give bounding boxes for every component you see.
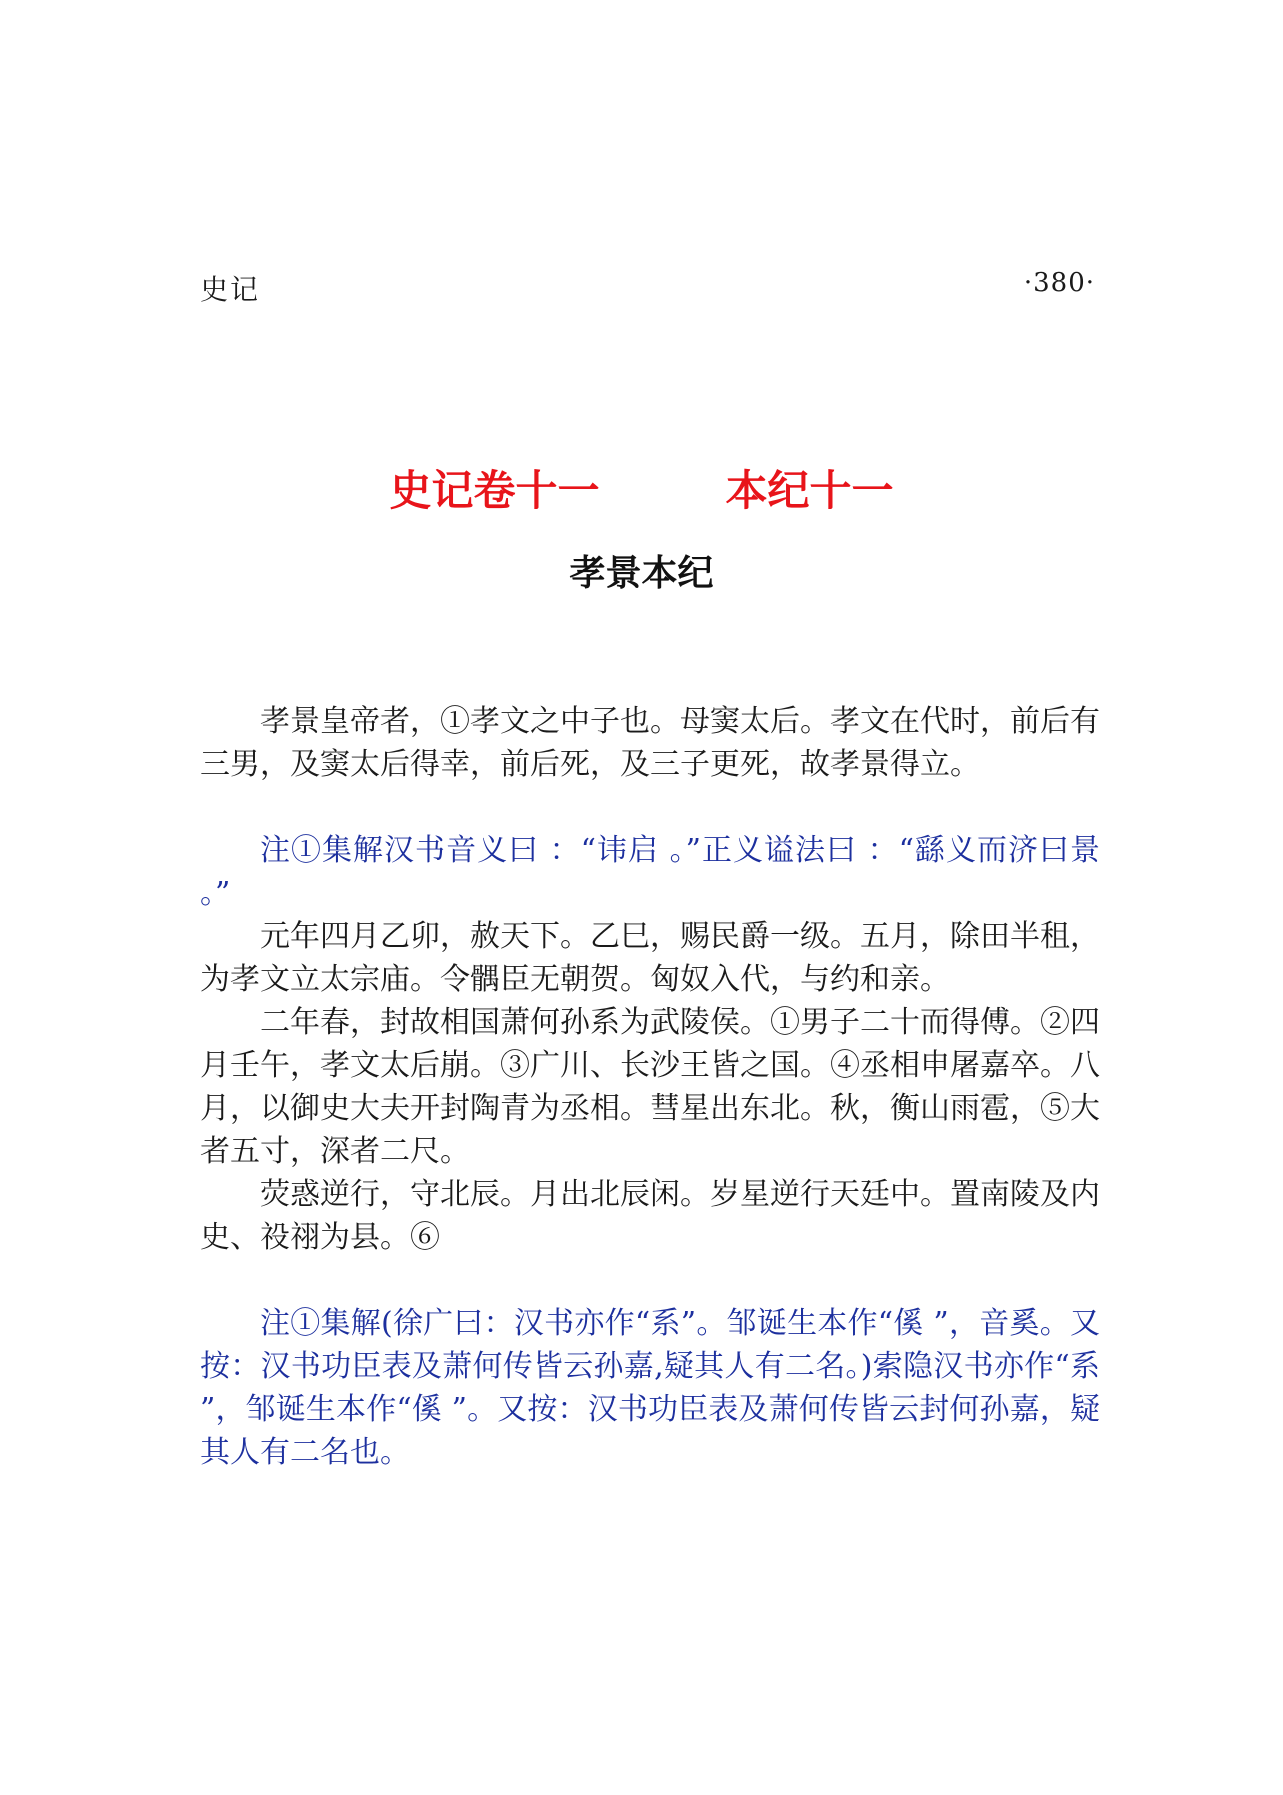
volume-title: 史记卷十一 本纪十一 bbox=[389, 466, 894, 515]
paragraph-3: 二年春，封故相国萧何孙系为武陵侯。①男子二十而得傅。②四月壬午，孝文太后崩。③广川、长沙王皆之国。④丞相申屠嘉卒。八月，以御史大夫开封陶青为丞相。彗星出东北。秋，衡山雨雹，⑤大者五寸，深者二尺。 bbox=[200, 1005, 1100, 1169]
chapter-title: 孝景本纪 bbox=[569, 553, 714, 594]
paragraph-4: 荧惑逆行，守北辰。月出北辰闲。岁星逆行天廷中。置南陵及内史、祋祤为县。⑥ bbox=[200, 1177, 1100, 1255]
note-1: 注①集解汉书音义曰 ：“讳启 。”正义谥法曰 ：“繇义而济曰景 。” bbox=[200, 833, 1100, 911]
note-2: 注①集解(徐广曰：汉书亦作“系”。邹诞生本作“傒 ”，音奚。又按：汉书功臣表及萧何传皆云孙嘉,疑其人有二名。)索隐汉书亦作“系 ”，邹诞生本作“傒 ”。又按：汉书功臣表及萧何传皆云封何孙嘉，疑其人有二名也。 bbox=[200, 1306, 1100, 1470]
running-head-title: 史记 bbox=[200, 273, 261, 306]
page-number: ·380· bbox=[1023, 268, 1095, 298]
paragraph-gap bbox=[200, 1259, 1100, 1302]
paragraph-2: 元年四月乙卯，赦天下。乙巳，赐民爵一级。五月，除田半租，为孝文立太宗庙。令髃臣无朝贺。匈奴入代，与约和亲。 bbox=[200, 919, 1100, 997]
paragraph-gap bbox=[200, 786, 1100, 829]
paragraph-1: 孝景皇帝者，①孝文之中子也。母窦太后。孝文在代时，前后有三男，及窦太后得幸，前后死，及三子更死，故孝景得立。 bbox=[200, 704, 1100, 782]
body-text bbox=[200, 700, 1100, 1474]
